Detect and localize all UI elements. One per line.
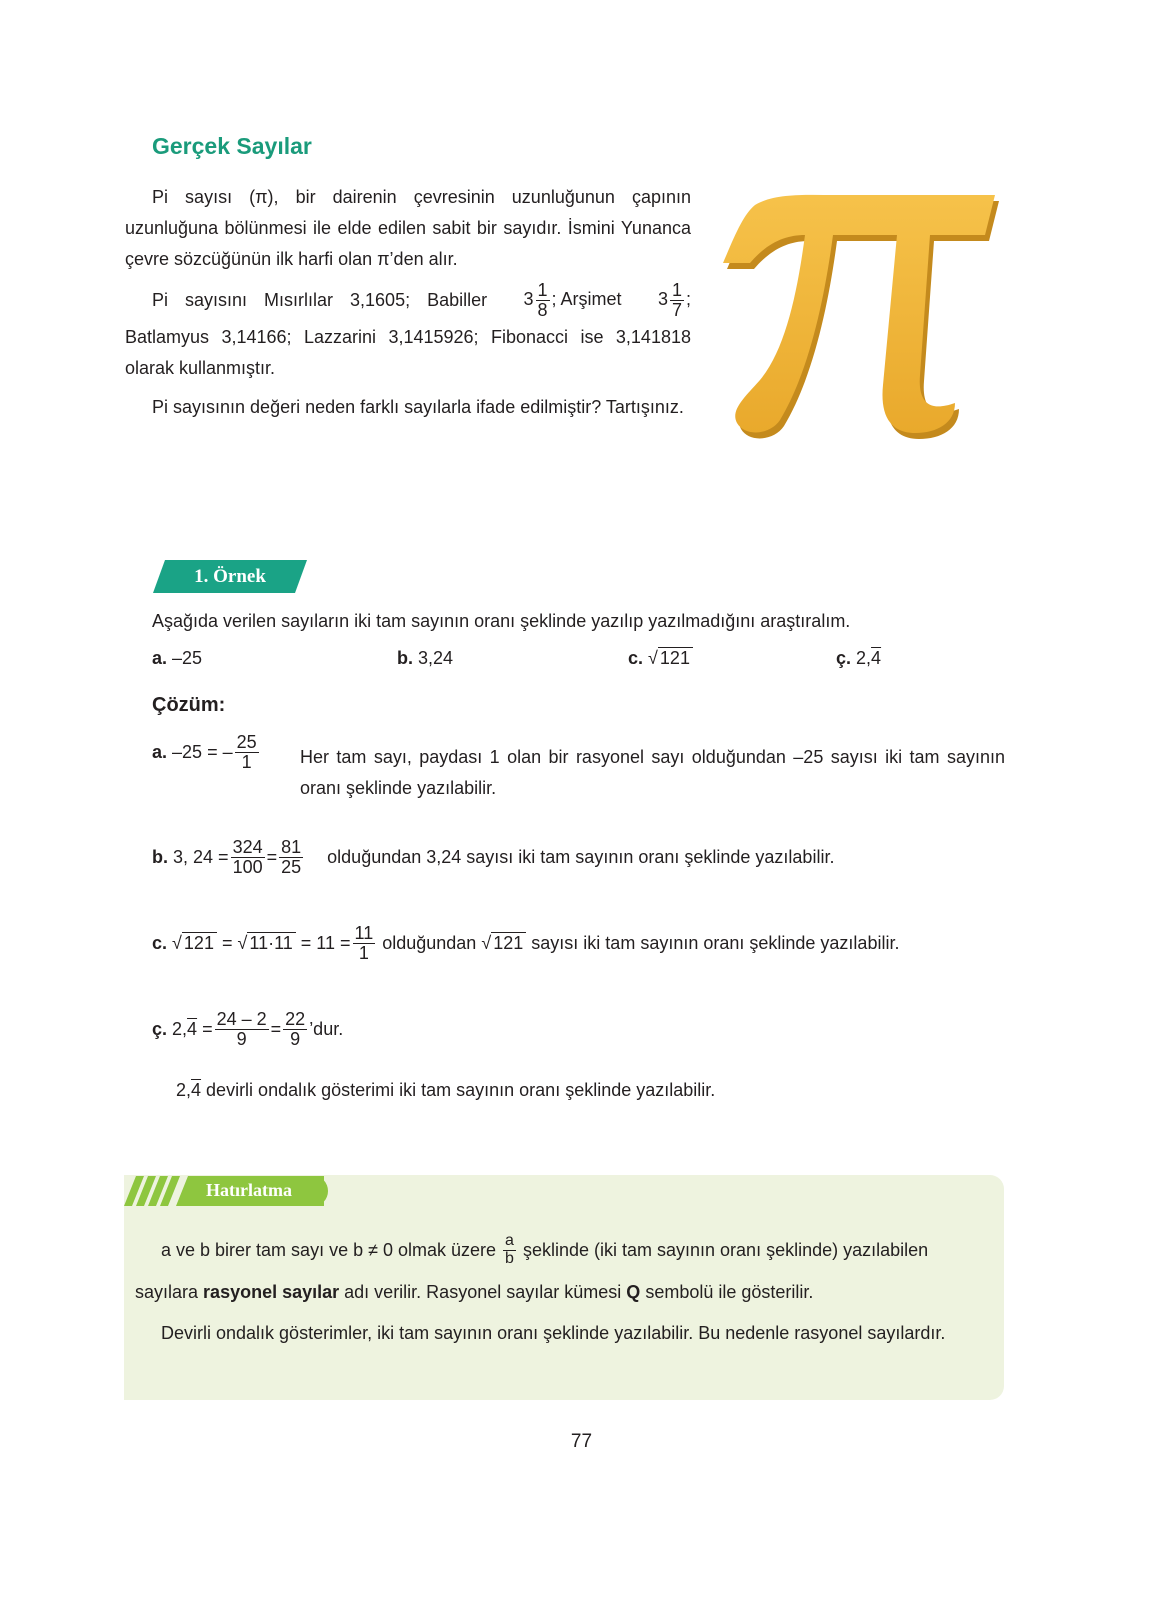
solution-a-letter: a. (152, 741, 168, 762)
note-p1-line2 (135, 1277, 995, 1308)
intro-paragraph-1: Pi sayısı (π), bir dairenin çevresinin uzunluğunun çapının uzunluğuna bölünmesi ile elde edilen sabit bir sayıdır. İsmini Yunanca çevre sözcüğünün ilk harfi olan π’den alır. (125, 187, 691, 269)
example-tab (153, 560, 307, 593)
arsimet-numerator: 1 (671, 279, 682, 300)
num: 24 – 2 (216, 1009, 267, 1029)
arsimet-fraction (670, 281, 684, 320)
solution-a-text: Her tam sayı, paydası 1 olan bir rasyonel sayı olduğundan –25 sayısı iki tam sayının oranı şeklinde yazılabilir. (300, 747, 1005, 798)
babil-value (524, 281, 622, 320)
num: 22 (285, 1009, 306, 1029)
den: 9 (236, 1028, 247, 1049)
note-text: devirli ondalık gösterimi iki tam sayının oranı şeklinde yazılabilir. (206, 1080, 716, 1100)
num: 11 (354, 923, 374, 943)
radicand: 121 (658, 647, 693, 668)
intro-p2-part-b: ; Arşimet (551, 288, 622, 309)
solution-b-fraction-1 (231, 838, 265, 877)
solution-heading: Çözüm: (152, 694, 226, 716)
solution-cc-fraction-1 (215, 1010, 269, 1049)
sqrt-121: √ 121 (481, 933, 526, 954)
den: 100 (232, 856, 263, 877)
item-c-letter: c. (628, 648, 644, 668)
example-item-a (152, 648, 202, 669)
item-b-letter: b. (397, 648, 413, 668)
example-prompt: Aşağıda verilen sayıların iki tam sayının oranı şeklinde yazılıp yazılmadığını araştıralım. (152, 611, 851, 631)
solution-cc-note (176, 1080, 715, 1101)
solution-c-letter: c. (152, 932, 168, 953)
suffix: ’dur. (309, 1018, 344, 1039)
babil-numerator: 1 (537, 279, 548, 300)
babil-denominator: 8 (537, 299, 548, 320)
sqrt-11-11: √ 11·11 (238, 933, 296, 954)
solution-c-text-2: sayısı iki tam sayının oranı şeklinde yazılabilir. (531, 932, 900, 953)
equals: = (202, 1018, 213, 1039)
item-a-letter: a. (152, 648, 168, 668)
equals: = (221, 932, 233, 953)
example-item-c (628, 648, 693, 669)
intro-p2-rest: Batlamyus 3,14166; Lazzarini 3,1415926; Fibonacci ise 3,141818 olarak kullanmıştır. (125, 327, 691, 378)
item-cc-repeat: 4 (871, 648, 882, 668)
num: 25 (236, 732, 257, 752)
reminder-paragraph-1 (135, 1232, 995, 1308)
note-p1-e: sembolü ile gösterilir. (645, 1282, 814, 1302)
item-cc-letter: ç. (836, 648, 852, 668)
pi-illustration (715, 185, 1015, 450)
example-item-b (397, 648, 453, 669)
example-label: 1. Örnek (194, 566, 266, 587)
radicand: 11·11 (247, 932, 295, 953)
sqrt-121: √ 121 (172, 933, 217, 954)
radicand: 121 (182, 932, 217, 953)
den: b (505, 1249, 514, 1267)
intro-p2-part-c: ; (685, 288, 691, 309)
solution-c-text-1: olduğundan (382, 932, 477, 953)
repeat: 4 (187, 1018, 198, 1039)
example-item-cc (836, 648, 881, 669)
den: 1 (358, 942, 369, 963)
num: 324 (232, 837, 263, 857)
solution-b-letter: b. (152, 846, 168, 867)
note-p1-a: a ve b birer tam sayı ve b ≠ 0 olmak üzere (161, 1239, 497, 1260)
note-p1-b: şeklinde (iki tam sayının oranı şeklinde) yazılabilen (522, 1239, 929, 1260)
equals: = (266, 846, 278, 867)
num: a (505, 1231, 514, 1249)
solution-b-equation (152, 838, 834, 877)
reminder-label: Hatırlatma (206, 1180, 292, 1200)
solution-b-fraction-2 (279, 838, 303, 877)
note-p1-d: adı verilir. Rasyonel sayılar kümesi (344, 1282, 622, 1302)
equals: = (270, 1018, 282, 1039)
solution-cc-letter: ç. (152, 1018, 168, 1039)
section-title: Gerçek Sayılar (152, 133, 312, 159)
prefix: 2, (172, 1018, 188, 1039)
arsimet-value (658, 281, 691, 320)
solution-a-fraction (235, 733, 259, 772)
sqrt-121: √ 121 (648, 648, 693, 669)
solution-c-equation (152, 924, 899, 963)
item-cc-prefix: 2, (856, 648, 872, 668)
solution-b-lhs: 3, 24 = (173, 846, 229, 867)
pi-icon (715, 185, 1015, 450)
babil-fraction (536, 281, 550, 320)
solution-cc-equation (152, 1010, 343, 1049)
solution-c-mid: = 11 = (300, 932, 351, 953)
page-number: 77 (570, 1431, 593, 1452)
solution-c-fraction (353, 924, 376, 963)
a-over-b-fraction (503, 1233, 516, 1268)
note-p1-bold1: rasyonel sayılar (203, 1282, 340, 1302)
solution-a-equation (152, 733, 261, 772)
solution-b-text: olduğundan 3,24 sayısı iki tam sayının oranı şeklinde yazılabilir. (327, 846, 835, 867)
intro-paragraph-3: Pi sayısının değeri neden farklı sayılarla ifade edilmiştir? Tartışınız. (152, 397, 684, 417)
den: 1 (241, 751, 252, 772)
den: 9 (290, 1028, 301, 1049)
solution-cc-fraction-2 (283, 1010, 307, 1049)
num: 81 (281, 837, 302, 857)
babil-whole: 3 (523, 288, 534, 309)
arsimet-whole: 3 (657, 288, 668, 309)
arsimet-denominator: 7 (671, 299, 682, 320)
den: 25 (281, 856, 302, 877)
note-p1-bold2: Q (626, 1282, 641, 1302)
reminder-paragraph-2: Devirli ondalık gösterimler, iki tam sayının oranı şeklinde yazılabilir. Bu nedenle rasyonel sayılardır. (161, 1323, 946, 1343)
solution-a-lhs: –25 = – (172, 741, 233, 762)
intro-paragraph-2 (125, 279, 691, 384)
item-b-value: 3,24 (418, 648, 454, 668)
prefix: 2, (176, 1080, 192, 1100)
pi-symbol-text (715, 185, 716, 186)
note-p1-c: sayılara (135, 1282, 199, 1302)
repeat: 4 (191, 1080, 202, 1100)
item-a-value: –25 (172, 648, 203, 668)
radicand: 121 (491, 932, 526, 953)
intro-p2-part-a: Pi sayısını Mısırlılar 3,1605; Babiller (152, 289, 488, 310)
